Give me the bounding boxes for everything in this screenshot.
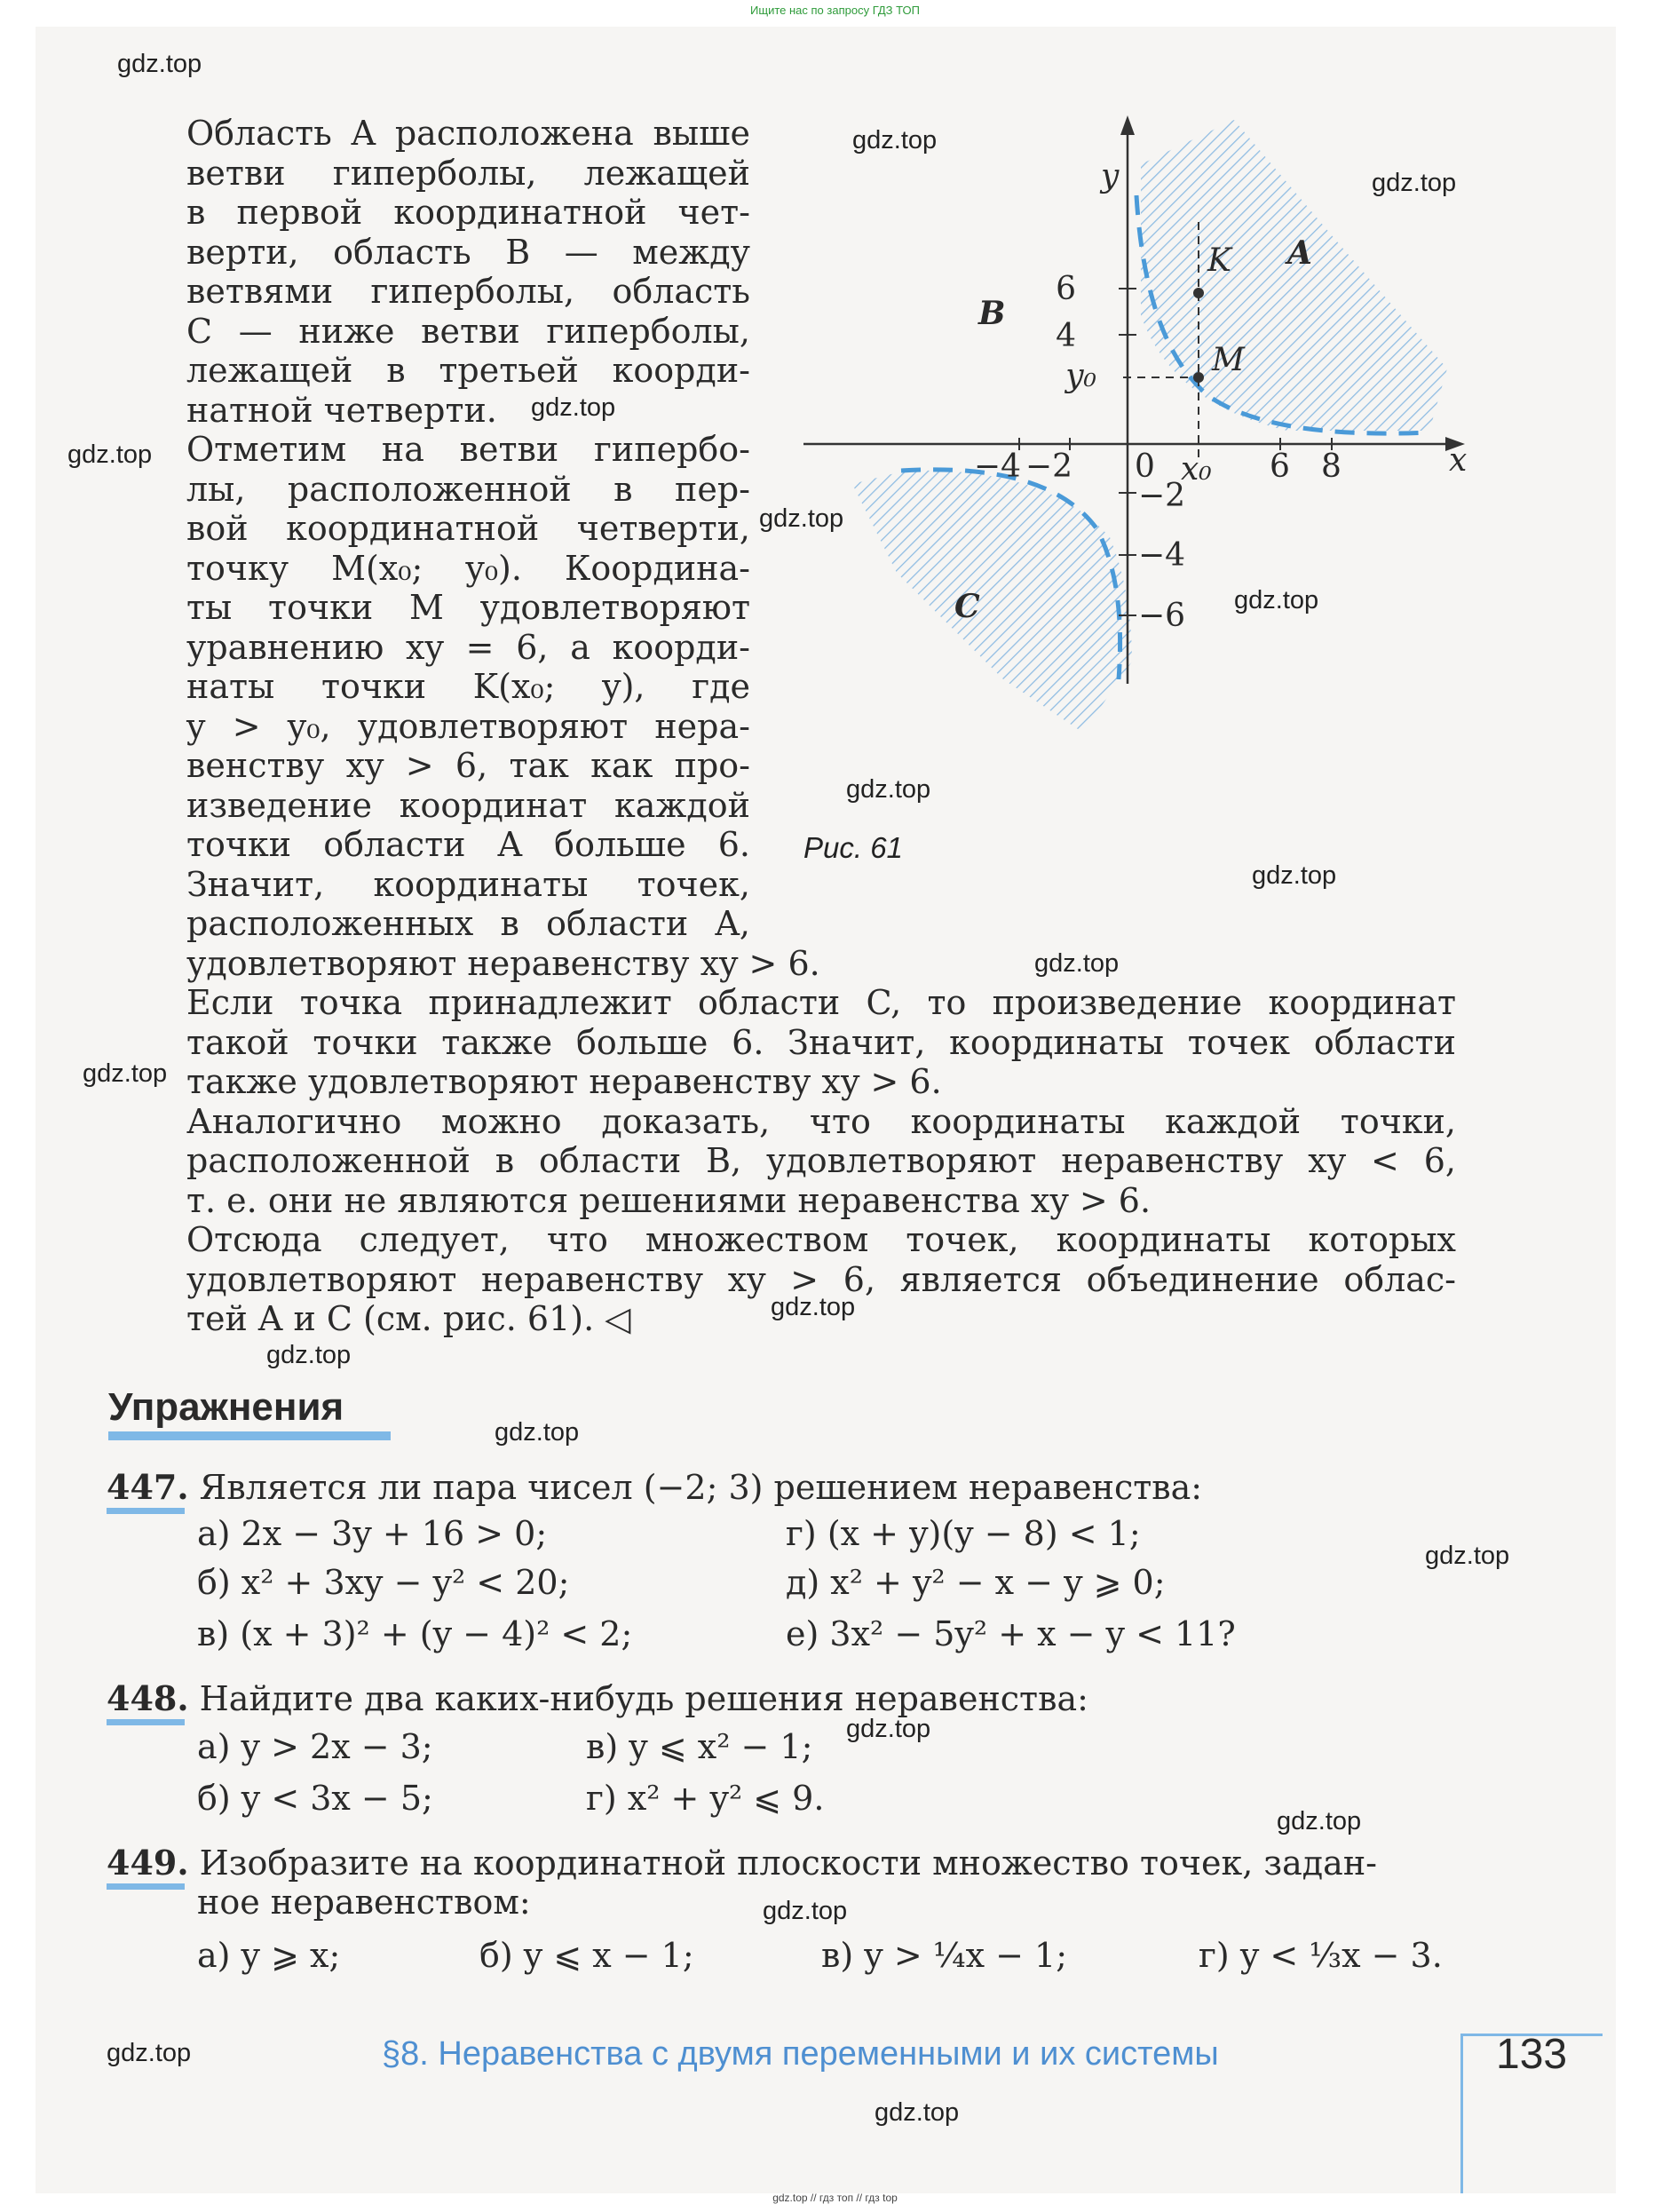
region-c-hatch xyxy=(852,471,1132,733)
watermark: gdz.top xyxy=(1034,949,1120,978)
text-line: удовлетворяют неравенству xy > 6, является объединение облас- xyxy=(186,1259,1456,1299)
text-line: изведение координат каждой xyxy=(186,785,750,825)
text-line: наты точки K(x₀; y), где xyxy=(186,667,750,706)
exercise-item: д) x² + y² − x − y ⩾ 0; xyxy=(786,1563,1166,1602)
watermark: gdz.top xyxy=(763,1897,848,1925)
region-b-label: B xyxy=(978,295,1006,332)
watermark: gdz.top xyxy=(83,1059,168,1088)
watermark: gdz.top xyxy=(117,50,202,78)
text-line: верти, область B — между xyxy=(186,232,750,272)
text-line: тей A и C (см. рис. 61). ◁ xyxy=(186,1299,631,1338)
exercise-item: в) y > ¼x − 1; xyxy=(821,1936,1068,1975)
exercise-item: б) x² + 3xy − y² < 20; xyxy=(197,1563,570,1602)
figure-caption: Рис. 61 xyxy=(803,831,903,864)
watermark: gdz.top xyxy=(266,1341,352,1369)
y-axis-arrow xyxy=(1120,115,1135,135)
origin-label: 0 xyxy=(1135,448,1155,485)
exercise-item: а) 2x − 3y + 16 > 0; xyxy=(197,1514,548,1553)
text-line: натной четверти. xyxy=(186,390,497,430)
watermark: gdz.top xyxy=(852,126,938,155)
x-tick-label: 6 xyxy=(1270,448,1290,485)
exercise-number-underline xyxy=(107,1883,185,1890)
text-line: ты точки M удовлетворяют xyxy=(186,588,750,627)
text-line: лежащей в третьей коорди- xyxy=(186,351,750,390)
exercise-448-title xyxy=(107,1678,1088,1719)
text-line: Отметим на ветви гипербо- xyxy=(186,430,750,469)
exercise-item: б) y < 3x − 5; xyxy=(197,1779,433,1818)
x0-label: x₀ xyxy=(1181,451,1212,488)
top-banner: Ищите нас по запросу ГДЗ ТОП xyxy=(750,4,920,17)
text-line: Отсюда следует, что множеством точек, координаты которых xyxy=(186,1220,1456,1259)
point-m-label: M xyxy=(1212,342,1245,378)
text-line: вой координатной четверти, xyxy=(186,509,750,548)
text-line: также удовлетворяют неравенству xy > 6. xyxy=(186,1062,942,1101)
x-tick-label: −4 xyxy=(973,448,1021,485)
section-title: §8. Неравенства с двумя переменными и их системы xyxy=(382,2035,1219,2073)
heading-underline xyxy=(108,1431,391,1440)
page-number: 133 xyxy=(1496,2031,1568,2078)
exercise-item: в) (x + 3)² + (y − 4)² < 2; xyxy=(197,1614,633,1653)
region-a-label: A xyxy=(1287,234,1312,272)
y-tick-label: 4 xyxy=(1056,318,1076,354)
y-tick-label: −4 xyxy=(1138,537,1186,574)
text-line: такой точки также больше 6. Значит, координаты точек области xyxy=(186,1022,1456,1062)
exercise-text: Является ли пара чисел (−2; 3) решением неравенства: xyxy=(199,1468,1203,1507)
exercise-number: 449. xyxy=(107,1843,189,1883)
text-line: точку M(x₀; y₀). Координа- xyxy=(186,548,750,588)
exercise-item: в) y ⩽ x² − 1; xyxy=(586,1727,813,1766)
text-line: Значит, координаты точек, xyxy=(186,864,750,904)
region-a-hatch xyxy=(1141,120,1447,431)
full-width-paragraph xyxy=(186,983,1456,1339)
text-line: Аналогично можно доказать, что координаты каждой точки, xyxy=(186,1101,1456,1141)
text-line: ветвями гиперболы, область xyxy=(186,272,750,311)
text-line: Область A расположена выше xyxy=(186,114,750,153)
point-m xyxy=(1193,372,1204,383)
watermark: gdz.top xyxy=(875,2098,960,2127)
text-line: уравнению xy = 6, а коорди- xyxy=(186,627,750,667)
exercise-447-title xyxy=(107,1467,1202,1508)
text-line: ветви гиперболы, лежащей xyxy=(186,153,750,193)
exercise-number-underline xyxy=(107,1719,185,1725)
x-tick-label: −2 xyxy=(1025,448,1072,485)
exercise-449-title xyxy=(107,1843,1377,1883)
y-tick-label: −6 xyxy=(1138,598,1186,634)
y-axis-label: y xyxy=(1101,158,1120,194)
text-line: венству xy > 6, так как про- xyxy=(186,746,750,785)
point-k-label: K xyxy=(1207,242,1231,279)
watermark: gdz.top xyxy=(1234,586,1319,614)
y0-label: y₀ xyxy=(1065,358,1096,394)
exercise-item: б) y ⩽ x − 1; xyxy=(479,1936,694,1975)
watermark: gdz.top xyxy=(1277,1807,1362,1835)
text-line: удовлетворяют неравенству xy > 6. xyxy=(186,943,820,983)
text-line: C — ниже ветви гиперболы, xyxy=(186,311,750,351)
y-tick-label: −2 xyxy=(1138,478,1186,514)
footer-rule-vertical xyxy=(1460,2034,1463,2193)
x-axis-label: x xyxy=(1449,442,1468,479)
text-line: в первой координатной чет- xyxy=(186,193,750,232)
text-line: точки области A больше 6. xyxy=(186,825,750,864)
text-line: y > y₀, удовлетворяют нера- xyxy=(186,706,750,746)
text-line: расположенных в области A, xyxy=(186,904,750,943)
text-line: т. е. они не являются решениями неравенства xy > 6. xyxy=(186,1180,1152,1220)
exercise-item: г) (x + y)(y − 8) < 1; xyxy=(786,1514,1141,1553)
exercise-number-underline xyxy=(107,1508,185,1514)
exercise-text: Найдите два каких-нибудь решения неравенства: xyxy=(199,1679,1088,1718)
y-tick-label: 6 xyxy=(1056,271,1076,307)
watermark: gdz.top xyxy=(771,1293,856,1321)
x-tick-label: 8 xyxy=(1321,448,1342,485)
watermark: gdz.top xyxy=(1372,169,1457,197)
watermark: gdz.top xyxy=(759,504,844,533)
watermark: gdz.top xyxy=(107,2039,192,2067)
exercises-heading: Упражнения xyxy=(108,1385,344,1429)
watermark: gdz.top xyxy=(1425,1542,1510,1570)
exercise-text: Изобразите на координатной плоскости множество точек, задан- xyxy=(199,1843,1377,1883)
figure-61-graph xyxy=(790,111,1483,733)
watermark: gdz.top xyxy=(531,393,616,422)
watermark: gdz.top xyxy=(67,440,153,469)
exercise-item: а) y > 2x − 3; xyxy=(197,1727,433,1766)
text-line: лы, расположенной в пер- xyxy=(186,469,750,509)
exercise-item: г) x² + y² ⩽ 9. xyxy=(586,1779,825,1818)
exercise-number: 448. xyxy=(107,1678,189,1718)
exercise-item: а) y ⩾ x; xyxy=(197,1936,341,1975)
exercise-item: г) y < ⅓x − 3. xyxy=(1199,1936,1443,1975)
text-line: Если точка принадлежит области C, то произведение координат xyxy=(186,983,1456,1022)
region-c-label: C xyxy=(954,588,980,625)
exercise-text: ное неравенством: xyxy=(197,1883,531,1922)
watermark: gdz.top xyxy=(1252,861,1337,890)
text-line: расположенной в области B, удовлетворяют неравенству xy < 6, xyxy=(186,1141,1456,1180)
watermark: gdz.top xyxy=(495,1418,580,1447)
exercise-number: 447. xyxy=(107,1467,189,1507)
bottom-banner: gdz.top // гдз топ // гдз top xyxy=(772,2192,898,2204)
point-k xyxy=(1193,288,1204,298)
exercise-item: е) 3x² − 5y² + x − y < 11? xyxy=(786,1614,1236,1653)
watermark: gdz.top xyxy=(846,1715,931,1743)
watermark: gdz.top xyxy=(846,775,931,804)
